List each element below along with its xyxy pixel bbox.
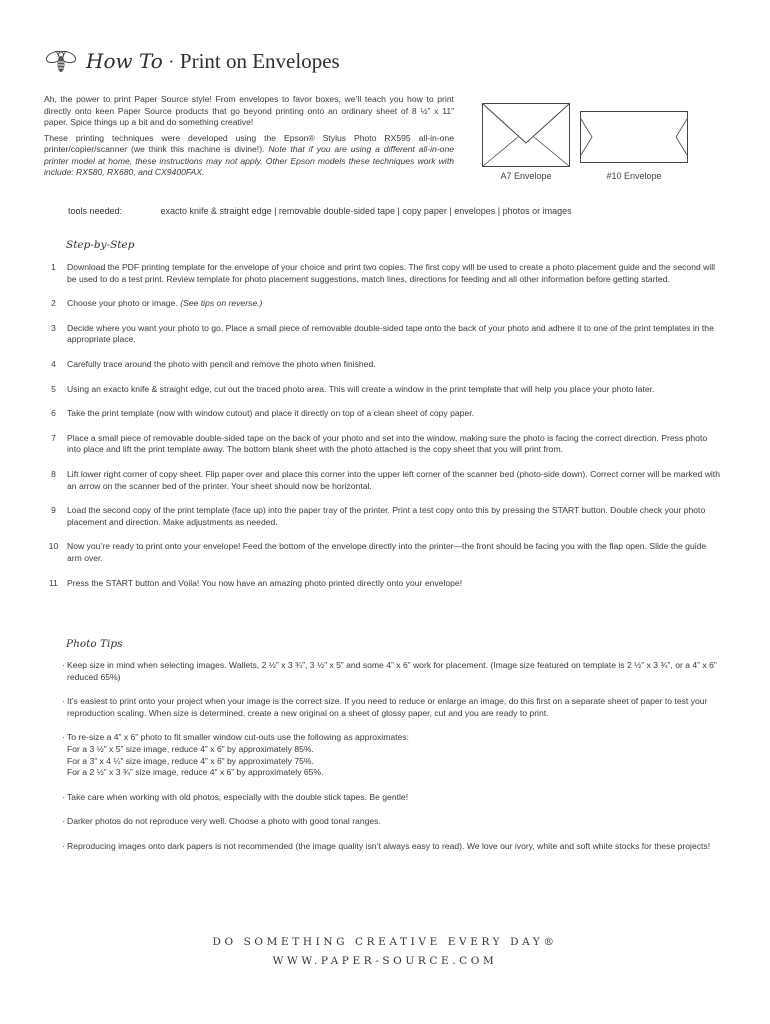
tip-item	[62, 841, 722, 853]
step-number: 3	[51, 322, 56, 333]
photo-tips-heading: Photo Tips	[66, 638, 123, 650]
intro-text	[44, 94, 454, 183]
step-item	[40, 469, 720, 492]
step-item	[40, 323, 720, 346]
step-number: 5	[51, 383, 56, 394]
step-item	[40, 384, 720, 396]
no10-envelope-label: #10 Envelope	[606, 171, 662, 181]
photo-tips-list	[62, 660, 722, 853]
tip-text: Keep size in mind when selecting images. Wallets, 2 ½” x 3 ¾”, 3 ½” x 5” and some 4” x 6” work for placement. (Image size featured on template is 2 ½” x 3 ¾”, or a 4” x 6” reduced 65%)	[67, 660, 717, 682]
intro-paragraph-2-normal: These printing techniques were developed using the Epson® Stylus Photo RX595 all-in-one printer/copier/scanner (we think this machine is divine!).	[44, 132, 454, 154]
tip-item	[62, 792, 722, 804]
a7-envelope-label: A7 Envelope	[500, 171, 552, 181]
step-text: Using an exacto knife & straight edge, cut out the traced photo area. This will create a window in the print template that will help you place your photo later.	[67, 383, 655, 394]
no10-envelope-illustration	[580, 111, 688, 163]
tip-text: Reproducing images onto dark papers is not recommended (the image quality isn’t always easy to read). We love our ivory, white and soft white stocks for these projects!	[67, 840, 711, 851]
steps-list	[40, 262, 720, 589]
page-title: Print on Envelopes	[179, 48, 340, 73]
tip-line: For a 3” x 4 ¼” size image, reduce 4” x 6” by approximately 75%.	[67, 755, 314, 766]
step-text: Lift lower right corner of copy sheet. Flip paper over and place this corner into the upper left corner of the scanner bed (photo-side down). Correct corner will be marked with an arrow on the scanner bed of the printer. Your sheet should now be horizontal.	[67, 468, 720, 491]
step-text: Load the second copy of the print template (face up) into the paper tray of the printer. Print a test copy onto this by pressing the START button. Double check your photo placement and direction. Make adjustments as needed.	[67, 505, 706, 527]
bee-logo-icon	[44, 47, 78, 75]
step-number: 10	[48, 541, 59, 552]
step-number: 8	[51, 468, 56, 479]
tip-line: For a 3 ½” x 5” size image, reduce 4” x 6” by approximately 85%.	[67, 743, 314, 754]
footer-url[interactable]: WWW.PAPER-SOURCE.COM	[272, 955, 498, 967]
step-number: 9	[51, 505, 56, 516]
footer-motto: DO SOMETHING CREATIVE EVERY DAY®	[212, 936, 558, 948]
tip-text: Take care when working with old photos, especially with the double stick tapes. Be gentle!	[67, 791, 409, 802]
tip-item	[62, 732, 722, 778]
step-item	[40, 359, 720, 371]
step-text: Press the START button and Voila! You now have an amazing photo printed directly onto your envelope!	[67, 577, 463, 588]
step-text: Choose your photo or image.	[67, 298, 178, 309]
step-item	[40, 578, 720, 590]
tip-dash: ·	[62, 696, 65, 707]
step-text: Take the print template (now with window cutout) and place it directly on top of a clean sheet of copy paper.	[67, 408, 475, 419]
step-item	[40, 433, 720, 456]
step-text-wrap	[67, 298, 720, 310]
intro-paragraph-2-italic: Note that if you are using a different all-in-one printer model at home, these instructions may not apply. Other Epson models these techniques work with include: RX580, RX680, and CX9400FAX.	[44, 144, 455, 177]
tip-dash: ·	[62, 816, 65, 827]
title-row	[44, 46, 340, 76]
step-item	[40, 505, 720, 528]
step-number: 1	[51, 262, 56, 272]
step-text: Carefully trace around the photo with pencil and remove the photo when finished.	[67, 358, 376, 369]
step-text: Place a small piece of removable double-sided tape on the back of your photo and set into the window, making sure the photo is facing the correct direction. Press photo into place and lift the print template away. The bottom blank sheet with the photo attached is the copy sheet that you will print from.	[67, 432, 708, 455]
step-text: Decide where you want your photo to go. Place a small piece of removable double-sided tape onto the back of your photo and adhere it to one of the print templates in the appropriate place.	[67, 322, 714, 345]
tip-text: It’s easiest to print onto your project when your image is the correct size. If you need to reduce or enlarge an image, do this first on a separate sheet of paper to test your reproduction scaling. When size is determined, create a new original on a sheet of glossy paper, cut and you are ready to print.	[67, 696, 708, 718]
tip-line: To re-size a 4” x 6” photo to fit smaller window cut-outs use the following as approximates:	[67, 732, 409, 743]
step-number: 7	[51, 432, 56, 443]
tip-text-block	[67, 732, 722, 778]
step-item	[40, 541, 720, 564]
tools-needed-list: exacto knife & straight edge | removable double-sided tape | copy paper | envelopes | photos or images	[160, 206, 572, 216]
tip-item	[62, 696, 722, 719]
tip-dash: ·	[62, 840, 65, 851]
step-text: Now you’re ready to print onto your envelope! Feed the bottom of the envelope directly into the printer—the front should be facing you with the flap open. Slide the guide arm over.	[67, 541, 707, 563]
tip-text: Darker photos do not reproduce very well. Choose a photo with good tonal ranges.	[67, 816, 381, 827]
tip-dash: ·	[62, 660, 65, 670]
intro-paragraph-2	[44, 133, 454, 179]
step-note: (See tips on reverse.)	[180, 298, 263, 309]
tools-needed-label: tools needed:	[68, 206, 123, 216]
title-separator: ·	[168, 51, 174, 71]
step-item	[40, 262, 720, 285]
tip-dash: ·	[62, 791, 65, 802]
step-number: 4	[51, 358, 56, 369]
step-item	[40, 298, 720, 310]
step-number: 2	[51, 298, 56, 309]
tip-dash: ·	[62, 732, 65, 743]
a7-envelope-illustration	[482, 103, 570, 167]
tip-item	[62, 660, 722, 683]
steps-heading: Step-by-Step	[66, 239, 135, 251]
intro-paragraph-1: Ah, the power to print Paper Source style! From envelopes to favor boxes, we’ll teach you how to print directly onto keen Paper Source products that go beyond printing onto an ordinary sheet of 8 ½” x 11” paper. Spice things up a bit and do something creative!	[44, 94, 454, 127]
step-number: 11	[49, 577, 58, 588]
title-how-to: How To	[86, 49, 163, 73]
tip-item	[62, 816, 722, 828]
tools-needed	[68, 206, 572, 216]
step-number: 6	[51, 408, 56, 419]
step-item	[40, 408, 720, 420]
step-text: Download the PDF printing template for the envelope of your choice and print two copies. The first copy will be used to create a photo placement guide and the second will be used to do a test print. Review template for photo placement suggestions, match lines, directions for feeding and all other information before getting started.	[67, 262, 716, 284]
tip-line: For a 2 ½” x 3 ¾” size image, reduce 4” x 6” by approximately 65%.	[67, 767, 324, 778]
